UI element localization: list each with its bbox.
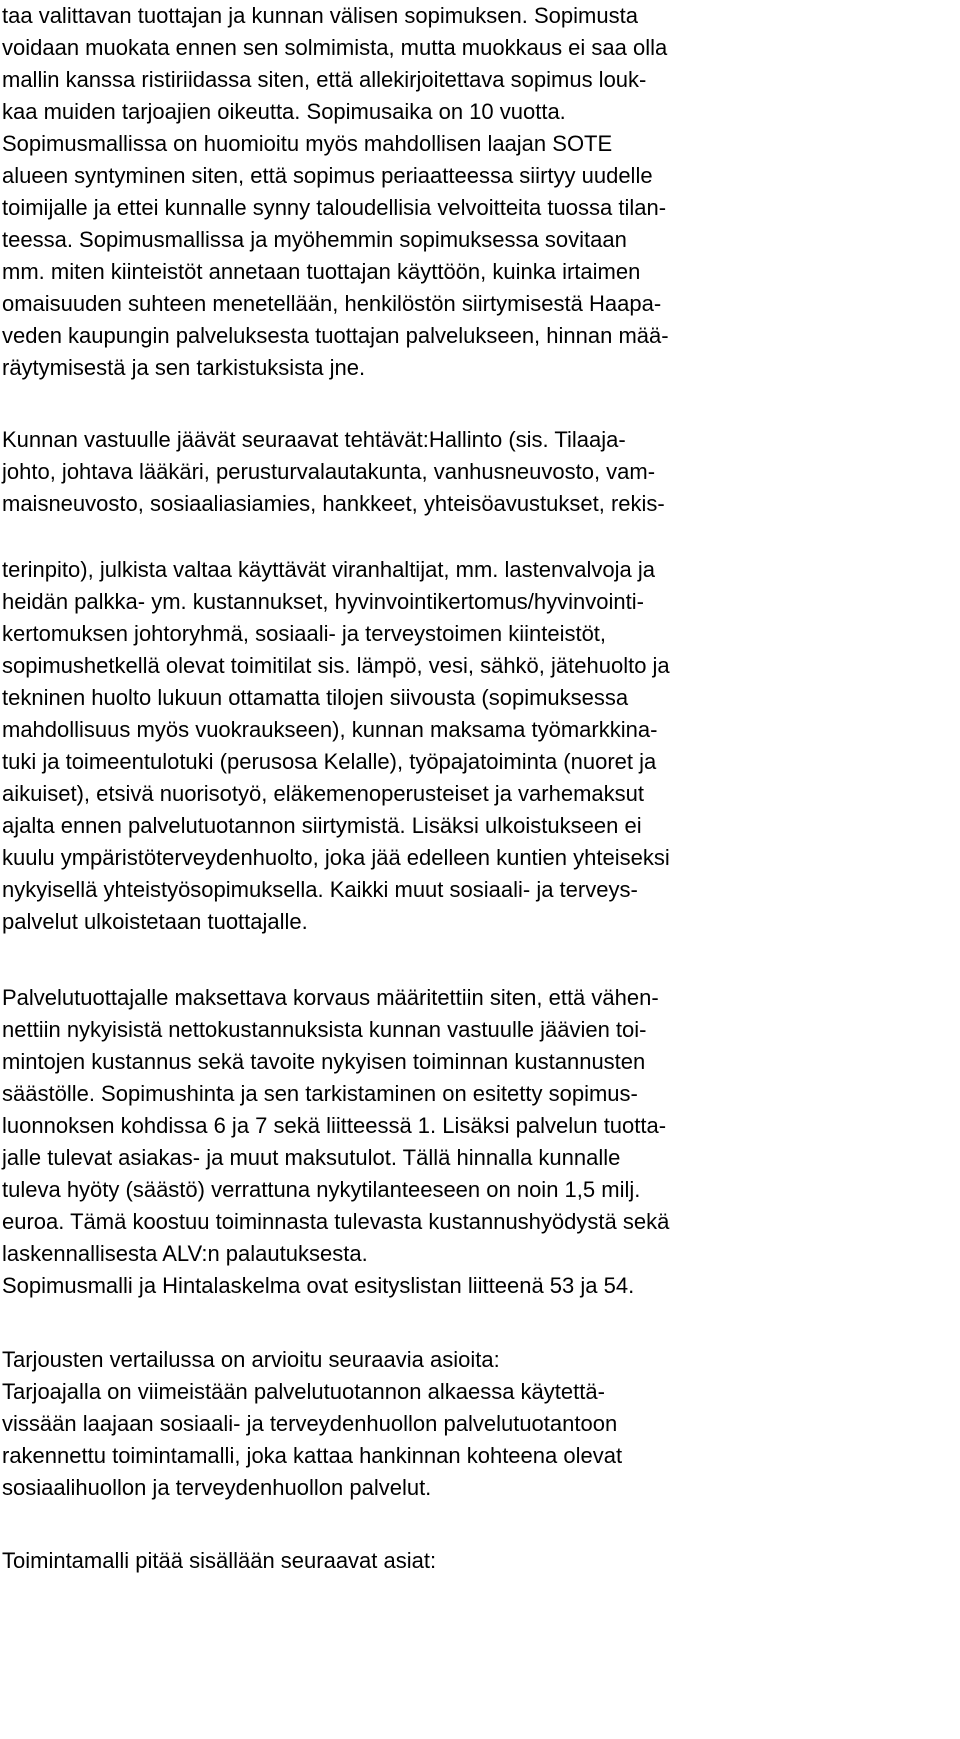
- text-line: euroa. Tämä koostuu toiminnasta tulevasta kustannushyödystä sekä: [2, 1209, 670, 1234]
- text-line: laskennallisesta ALV:n palautuksesta.: [2, 1241, 368, 1266]
- text-line: Sopimusmalli ja Hintalaskelma ovat esityslistan liitteenä 53 ja 54.: [2, 1273, 635, 1298]
- text-line: jalle tulevat asiakas- ja muut maksutulot. Tällä hinnalla kunnalle: [2, 1145, 621, 1170]
- text-line: Kunnan vastuulle jäävät seuraavat tehtävät:Hallinto (sis. Tilaaja-: [2, 427, 626, 452]
- text-line: toimijalle ja ettei kunnalle synny taloudellisia velvoitteita tuossa tilan-: [2, 195, 667, 220]
- text-line: johto, johtava lääkäri, perusturvalautakunta, vanhusneuvosto, vam-: [2, 459, 656, 484]
- text-line: säästölle. Sopimushinta ja sen tarkistaminen on esitetty sopimus-: [2, 1081, 638, 1106]
- text-line: nykyisellä yhteistyösopimuksella. Kaikki muut sosiaali- ja terveys-: [2, 877, 638, 902]
- text-line: tekninen huolto lukuun ottamatta tilojen siivousta (sopimuksessa: [2, 685, 629, 710]
- text-line: mintojen kustannus sekä tavoite nykyisen toiminnan kustannusten: [2, 1049, 646, 1074]
- text-line: ajalta ennen palvelutuotannon siirtymistä. Lisäksi ulkoistukseen ei: [2, 813, 642, 838]
- text-line: Tarjoajalla on viimeistään palvelutuotannon alkaessa käytettä-: [2, 1379, 605, 1404]
- text-line: luonnoksen kohdissa 6 ja 7 sekä liitteessä 1. Lisäksi palvelun tuotta-: [2, 1113, 667, 1138]
- text-line: sosiaalihuollon ja terveydenhuollon palvelut.: [2, 1475, 432, 1500]
- text-line: teessa. Sopimusmallissa ja myöhemmin sopimuksessa sovitaan: [2, 227, 627, 252]
- text-line: voidaan muokata ennen sen solmimista, mutta muokkaus ei saa olla: [2, 35, 668, 60]
- text-line: aikuiset), etsivä nuorisotyö, eläkemenoperusteiset ja varhemaksut: [2, 781, 644, 806]
- text-line: Toimintamalli pitää sisällään seuraavat asiat:: [2, 1548, 437, 1573]
- text-line: alueen syntyminen siten, että sopimus periaatteessa siirtyy uudelle: [2, 163, 653, 188]
- text-line: kertomuksen johtoryhmä, sosiaali- ja terveystoimen kiinteistöt,: [2, 621, 607, 646]
- text-line: terinpito), julkista valtaa käyttävät viranhaltijat, mm. lastenvalvoja ja: [2, 557, 655, 582]
- text-line: heidän palkka- ym. kustannukset, hyvinvointikertomus/hyvinvointi-: [2, 589, 644, 614]
- text-line: tuleva hyöty (säästö) verrattuna nykytilanteeseen on noin 1,5 milj.: [2, 1177, 641, 1202]
- text-line: mahdollisuus myös vuokraukseen), kunnan maksama työmarkkina-: [2, 717, 658, 742]
- text-line: Sopimusmallissa on huomioitu myös mahdollisen laajan SOTE: [2, 131, 613, 156]
- text-line: kaa muiden tarjoajien oikeutta. Sopimusaika on 10 vuotta.: [2, 99, 566, 124]
- text-line: palvelut ulkoistetaan tuottajalle.: [2, 909, 308, 934]
- text-line: mallin kanssa ristiriidassa siten, että allekirjoitettava sopimus louk-: [2, 67, 647, 92]
- text-line: mm. miten kiinteistöt annetaan tuottajan käyttöön, kuinka irtaimen: [2, 259, 641, 284]
- text-line: rakennettu toimintamalli, joka kattaa hankinnan kohteena olevat: [2, 1443, 623, 1468]
- text-line: maisneuvosto, sosiaaliasiamies, hankkeet, yhteisöavustukset, rekis-: [2, 491, 665, 516]
- text-line: Tarjousten vertailussa on arvioitu seuraavia asioita:: [2, 1347, 500, 1372]
- text-line: kuulu ympäristöterveydenhuolto, joka jää edelleen kuntien yhteiseksi: [2, 845, 670, 870]
- text-line: Palvelutuottajalle maksettava korvaus määritettiin siten, että vähen-: [2, 985, 659, 1010]
- text-line: sopimushetkellä olevat toimitilat sis. lämpö, vesi, sähkö, jätehuolto ja: [2, 653, 670, 678]
- text-line: veden kaupungin palveluksesta tuottajan palvelukseen, hinnan mää-: [2, 323, 669, 348]
- text-line: räytymisestä ja sen tarkistuksista jne.: [2, 355, 366, 380]
- text-line: omaisuuden suhteen menetellään, henkilöstön siirtymisestä Haapa-: [2, 291, 662, 316]
- text-line: nettiin nykyisistä nettokustannuksista kunnan vastuulle jäävien toi-: [2, 1017, 647, 1042]
- text-line: tuki ja toimeentulotuki (perusosa Kelalle), työpajatoiminta (nuoret ja: [2, 749, 657, 774]
- text-line: vissään laajaan sosiaali- ja terveydenhuollon palvelutuotantoon: [2, 1411, 618, 1436]
- text-line: taa valittavan tuottajan ja kunnan välisen sopimuksen. Sopimusta: [2, 3, 638, 28]
